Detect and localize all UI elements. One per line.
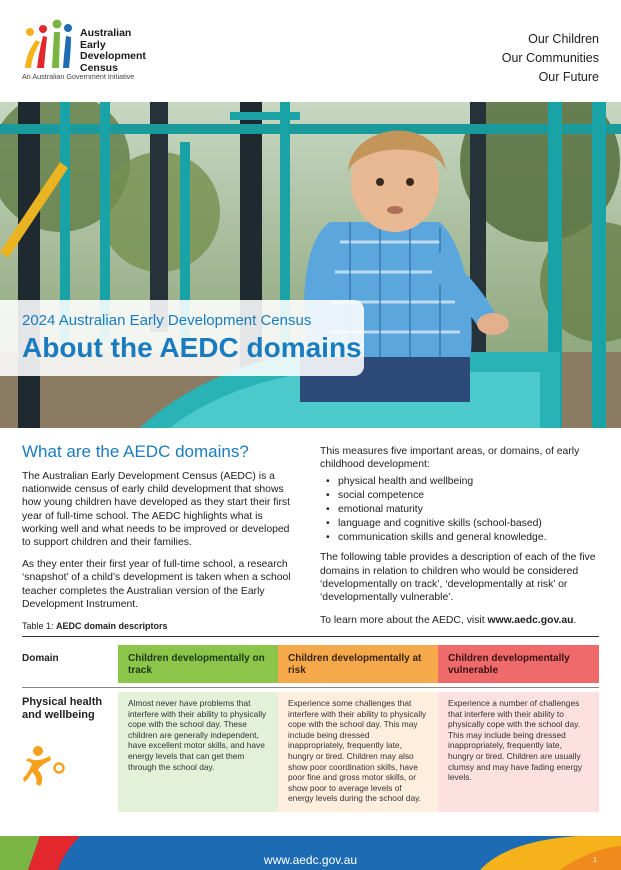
domains-lead: This measures five important areas, or domains, of early childhood development: [320,446,580,471]
tagline-line: Our Communities [501,51,599,65]
logo-line: Early [80,38,106,51]
cell-vulnerable: Experience a number of challenges that interfere with their ability to physically cope with the school day. This may include being dressed inappropriately, frequently late, hungry or tired. Children are usually clumsy and may have fading energy levels. [438,692,599,812]
logo-subtitle: An Australian Government Initiative [22,72,135,81]
tagline [502,30,599,87]
domain-list-item: • social competence [326,489,602,503]
intro-paragraph: The Australian Early Development Census (AEDC) is a nationwide census of early child development that shows how young children have developed as they start their first year of full-time school. The AEDC highlights what is working well and what needs to be improved or developed to support children and their families. [22,471,291,549]
logo-line: Australian [80,27,132,39]
page-header [0,0,621,102]
domain-list-item: • language and cognitive skills (school-based) [326,517,602,531]
header-at-risk: Children developmentally at risk [278,645,438,683]
aedc-logo[interactable] [22,18,172,84]
domain-list-item: • physical health and wellbeing [326,475,602,489]
cell-at-risk: Experience some challenges that interfere with their ability to physically cope with the school day. This may include being dressed inappropriately, frequently late, hungry or tired. Children may also show poor coordination skills, have poor fine and gross motor skills, or show poor to average levels of energy levels during the school day. [278,692,438,812]
page-subtitle: 2024 Australian Early Development Census [22,312,312,329]
logo-line: Development [80,50,146,62]
hero-banner [0,102,621,428]
intro-column [22,442,294,611]
page-footer [0,836,621,870]
header-vulnerable: Children developmentally vulnerable [438,645,599,683]
tagline-line: Our Children [528,32,599,46]
header-on-track: Children developmentally on track [118,645,278,683]
learn-more-end: . [573,615,577,627]
learn-more-text: To learn more about the AEDC, visit [320,615,488,627]
domains-column [320,445,602,627]
title-box [0,300,364,376]
row-domain-name: Physical health and wellbeing [22,696,103,721]
table-caption [22,621,168,631]
header-domain: Domain [22,645,118,683]
learn-more [320,614,602,627]
tagline-line: Our Future [538,70,599,84]
footer-url[interactable]: www.aedc.gov.au [263,853,358,867]
section-heading: What are the AEDC domains? [22,442,249,461]
page-number: 1 [593,857,597,864]
logo-line: Census [80,61,118,74]
domains-list [326,475,602,545]
running-child-icon [22,744,68,788]
page-title: About the AEDC domains [22,332,362,363]
table-note: The following table provides a description of each of the five domains in relation to children who would be considered ‘developmentally on track’, ‘developmentally at risk’ or ‘developmentally vulnerable’. [320,552,596,604]
table-top-rule [22,636,599,637]
logo-wordmark [80,28,146,74]
domain-list-item: • communication skills and general knowledge. [326,531,602,545]
intro-paragraph: As they enter their first year of full-time school, a research ‘snapshot’ of a child’s development is taken when a school teacher completes the Australian version of the Early Development Instrument. [22,559,291,610]
aedc-figures-logo-icon [22,18,78,70]
table-header-rule [22,687,599,688]
table-caption-prefix: Table 1: [22,621,57,631]
cell-on-track: Almost never have problems that interfere with their ability to physically cope with the school day. These children are generally independent, have excellent motor skills, and have energy levels that can get them through the school day. [118,692,278,812]
learn-more-link[interactable]: www.aedc.gov.au [487,615,574,627]
table-caption-title: AEDC domain descriptors [56,621,168,631]
domain-list-item: • emotional maturity [326,503,602,517]
hero-photo [0,102,621,428]
